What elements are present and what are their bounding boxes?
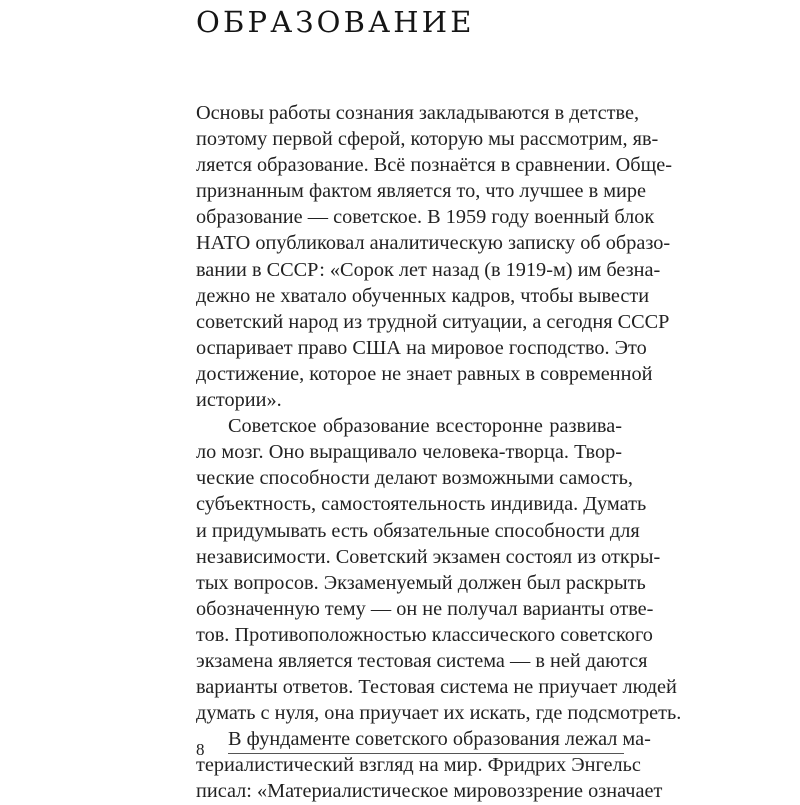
text-line: признанным фактом является то, что лучшее в мире (196, 180, 647, 203)
text-line: образование — советское. В 1959 году военный блок (196, 206, 655, 229)
text-line: советский народ из трудной ситуации, а сегодня СССР (196, 310, 670, 333)
text-line: дежно не хватало обученных кадров, чтобы вывести (196, 284, 650, 307)
chapter-title: ОБРАЗОВАНИЕ (196, 5, 475, 39)
page-footer (196, 738, 624, 762)
text-line: ляется образование. Всё познаётся в сравнении. Обще- (196, 154, 672, 177)
text-line: экзамена является тестовая система — в ней даются (196, 649, 648, 672)
text-line: териалистический взгляд на мир. Фридрих Энгельс (196, 754, 641, 777)
page-number: 8 (196, 740, 205, 759)
paragraph-1 (196, 100, 672, 413)
text-line: думать с нуля, она приучает их искать, где подсмотреть. (196, 702, 682, 725)
text-line: поэтому первой сферой, которую мы рассмотрим, яв- (196, 128, 659, 151)
text-line: обозначенную тему — он не получал варианты отве- (196, 597, 654, 620)
body-text (196, 100, 682, 805)
text-line: варианты ответов. Тестовая система не приучает людей (196, 676, 677, 699)
text-line: тов. Противоположностью классического советского (196, 623, 653, 646)
footer-rule (228, 753, 624, 754)
text-line: ло мозг. Оно выращивало человека-творца. Твор- (196, 441, 622, 464)
text-line: Советское образование всесторонне развива- (228, 415, 622, 438)
text-line: вании в СССР: «Сорок лет назад (в 1919-м) им безна- (196, 258, 661, 281)
text-line: достижение, которое не знает равных в современной (196, 362, 653, 385)
text-line: истории». (196, 389, 282, 412)
text-line: Основы работы сознания закладываются в детстве, (196, 102, 640, 124)
text-line: писал: «Материалистическое мировоззрение означает (196, 780, 663, 803)
text-line: В фундаменте советского образования лежал ма- (228, 728, 651, 751)
text-line: субъектность, самостоятельность индивида. Думать (196, 493, 647, 516)
text-line: и придумывать есть обязательные способности для (196, 519, 640, 542)
text-line: НАТО опубликовал аналитическую записку об образо- (196, 232, 671, 255)
text-line: независимости. Советский экзамен состоял из откры- (196, 545, 661, 568)
paragraph-2 (196, 413, 682, 726)
text-line: тых вопросов. Экзаменуемый должен был раскрыть (196, 571, 646, 594)
text-line: оспаривает право США на мировое господство. Это (196, 336, 647, 359)
text-line: ческие способности делают возможными самость, (196, 467, 633, 490)
